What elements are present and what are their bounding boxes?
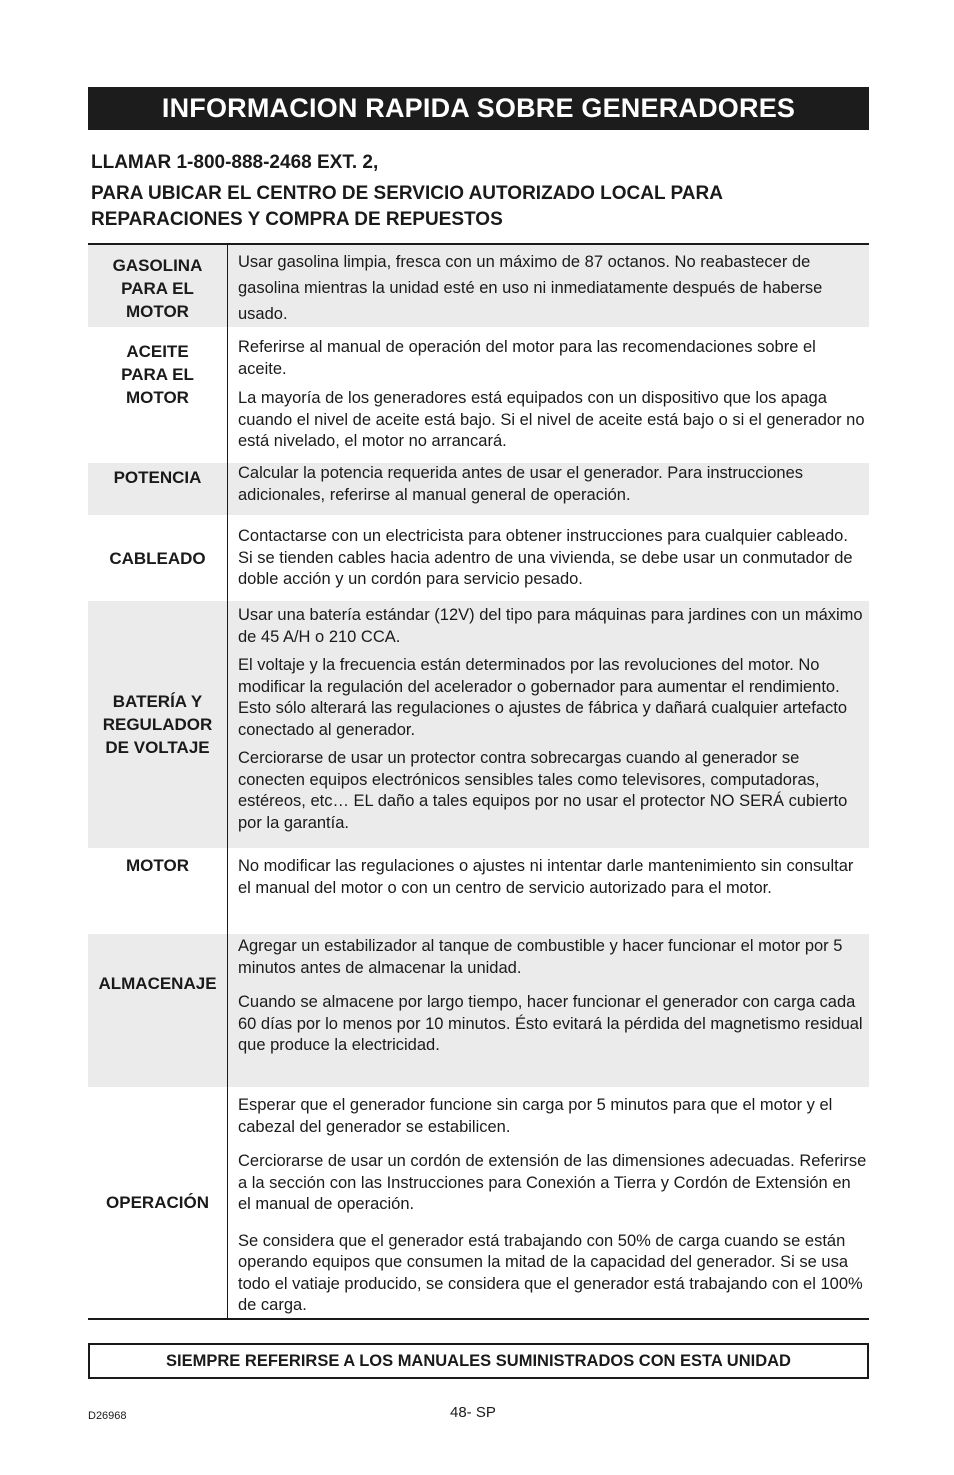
row-label: MOTOR <box>88 848 228 934</box>
table-row <box>88 515 869 601</box>
document-code: D26968 <box>88 1410 127 1422</box>
table-row <box>88 245 869 327</box>
page-number: 48- SP <box>450 1404 496 1421</box>
manuals-notice: SIEMPRE REFERIRSE A LOS MANUALES SUMINISTRADOS CON ESTA UNIDAD <box>88 1343 869 1379</box>
table-row <box>88 327 869 463</box>
page-title: INFORMACION RAPIDA SOBRE GENERADORES <box>88 87 869 130</box>
row-content: Usar una batería estándar (12V) del tipo para máquinas para jardines con un máximo de 45 A/H o 210 CCA. El voltaje y la frecuencia están determinados por las revoluciones del motor. No modificar la regulación del acelerador o gobernador para aumentar el rendimiento. Esto sólo alterará las regulaciones o ajustes de fábrica y dañará cualquier artefacto conectado al generador. Cerciorarse de usar un protector contra sobrecargas cuando al generador se conecten equipos electrónicos sensibles tales como televisores, computadoras, estéreos, etc… EL daño a tales equipos por no usar el protector NO SERÁ cubierto por la garantía. <box>238 606 863 832</box>
row-label: BATERÍA Y REGULADOR DE VOLTAJE <box>88 601 228 848</box>
table-row <box>88 934 869 1087</box>
row-content: Usar gasolina limpia, fresca con un máximo de 87 octanos. No reabastecer de gasolina mientras la unidad esté en uso ni inmediatamente después de haberse usado. <box>238 253 823 323</box>
phone-line: LLAMAR 1-800-888-2468 EXT. 2, <box>91 152 379 173</box>
row-content: Referirse al manual de operación del motor para las recomendaciones sobre el aceite. La mayoría de los generadores está equipados con un dispositivo que los apaga cuando el nivel de aceite está bajo. Si el nivel de aceite está bajo o si el generador no está nivelado, el motor no arrancará. <box>238 338 865 450</box>
table-row <box>88 848 869 934</box>
row-label: GASOLINA PARA EL MOTOR <box>88 245 228 327</box>
row-content: Esperar que el generador funcione sin carga por 5 minutos para que el motor y el cabezal del generador se estabilicen. Cerciorarse de usar un cordón de extensión de las dimensiones adecuadas. Referirse a la sección con las Instrucciones para Conexión a Tierra y Cordón de Extensión en el manual de operación. Se considera que el generador está trabajando con 50% de carga cuando se están operando equipos que consumen la mitad de la capacidad del generador. Si se usa todo el vatiaje producido, se considera que el generador está trabajando con el 100% de carga. <box>238 1096 867 1314</box>
row-label: CABLEADO <box>88 515 228 601</box>
table-row <box>88 463 869 515</box>
service-center-line: PARA UBICAR EL CENTRO DE SERVICIO AUTORIZADO LOCAL PARA REPARACIONES Y COMPRA DE REPUESTOS <box>91 183 723 230</box>
table-row <box>88 1087 869 1318</box>
row-label: OPERACIÓN <box>88 1087 228 1318</box>
row-content: Calcular la potencia requerida antes de usar el generador. Para instrucciones adicionales, referirse al manual general de operación. <box>238 464 804 504</box>
table-row <box>88 601 869 848</box>
row-content: Agregar un estabilizador al tanque de combustible y hacer funcionar el motor por 5 minutos antes de almacenar la unidad. Cuando se almacene por largo tiempo, hacer funcionar el generador con carga cada 60 días por lo menos por 10 minutos. Ésto evitará la pérdida del magnetismo residual que produce la electricidad. <box>238 937 863 1054</box>
row-label: ALMACENAJE <box>88 934 228 1087</box>
row-content: Contactarse con un electricista para obtener instrucciones para cualquier cableado. Si se tienden cables hacia adentro de una vivienda, se debe usar un conmutador de doble acción y un cordón para servicio pesado. <box>238 527 853 588</box>
row-label: POTENCIA <box>88 463 228 515</box>
info-table <box>88 243 869 1320</box>
row-label: ACEITE PARA EL MOTOR <box>88 327 228 463</box>
row-content: No modificar las regulaciones o ajustes ni intentar darle mantenimiento sin consultar el manual del motor o con un centro de servicio autorizado para el motor. <box>238 857 854 897</box>
